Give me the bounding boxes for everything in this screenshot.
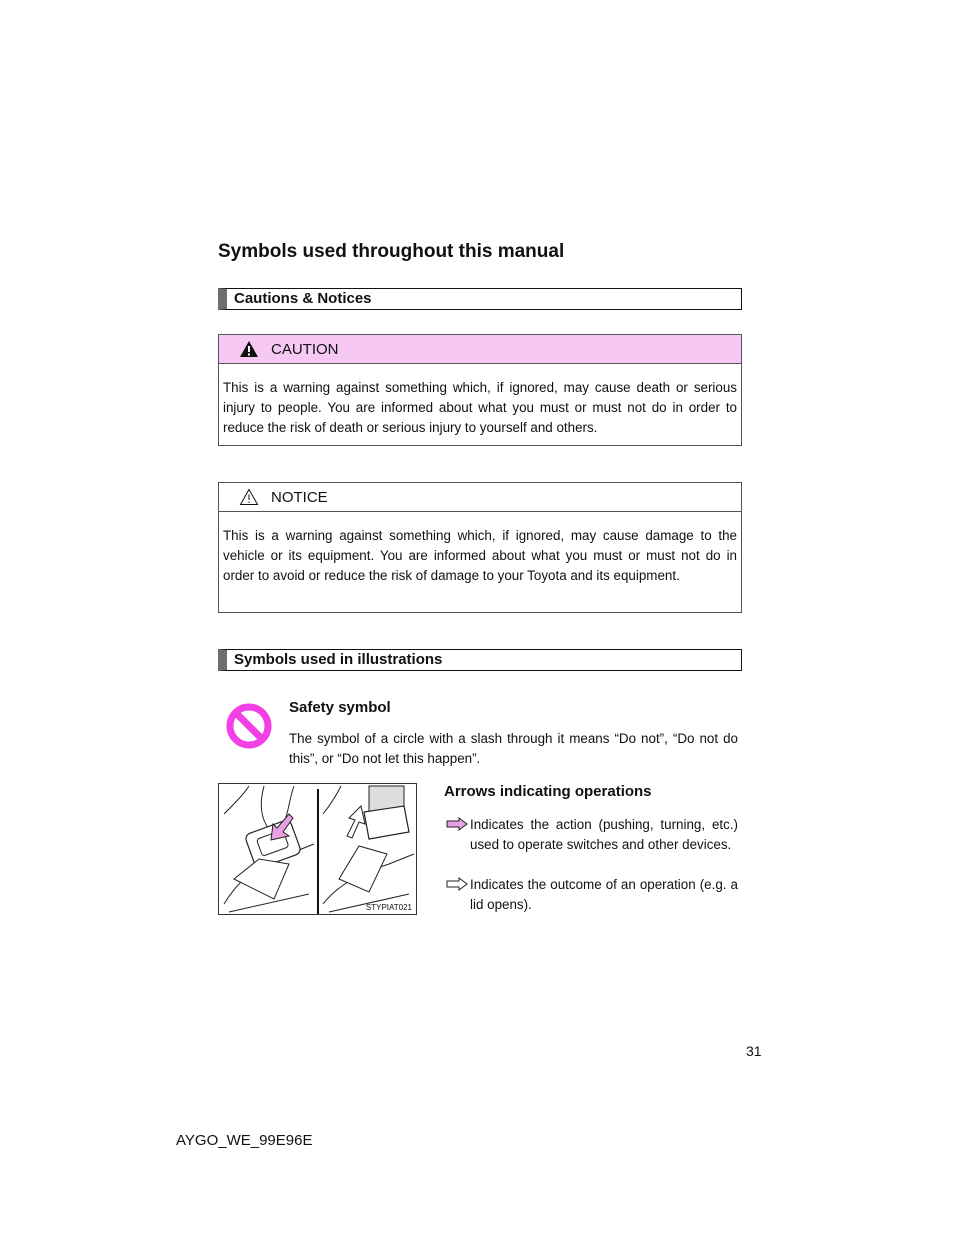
caution-header [219, 335, 741, 364]
section-heading-illustrations: Symbols used in illustrations [218, 649, 742, 671]
caution-text: This is a warning against something which, if ignored, may cause death or serious injury to people. You are informed about what you must or must not do in order to reduce the risk of death or serious injury to yourself and others. [223, 380, 737, 435]
arrow-item-outcome [446, 875, 738, 915]
safety-symbol-text: The symbol of a circle with a slash through it means “Do not”, “Do not do this”, or “Do not let this happen”. [289, 731, 738, 766]
arrow-outcome-text: Indicates the outcome of an operation (e.g. a lid opens). [470, 877, 738, 912]
arrow-item-action [446, 815, 738, 855]
notice-text: This is a warning against something which, if ignored, may cause damage to the vehicle or its equipment. You are informed about what you must or must not do in order to avoid or reduce the risk of damage to your Toyota and its equipment. [223, 528, 737, 583]
page-number: 31 [746, 1043, 762, 1059]
section-heading-cautions: Cautions & Notices [218, 288, 742, 310]
notice-label: NOTICE [271, 488, 328, 506]
notice-box [218, 482, 742, 613]
arrows-title: Arrows indicating operations [444, 783, 652, 800]
action-arrow-icon [446, 817, 468, 831]
caution-box [218, 334, 742, 446]
arrow-action-text: Indicates the action (pushing, turning, etc.) used to operate switches and other devices. [470, 817, 738, 852]
outcome-arrow-icon [446, 877, 468, 891]
illustration-code: STYPIAT021 [365, 903, 412, 912]
footer-code: AYGO_WE_99E96E [176, 1132, 313, 1149]
prohibition-icon [225, 702, 273, 750]
caution-label: CAUTION [271, 340, 339, 358]
warning-triangle-outline-icon [239, 488, 259, 506]
notice-header [219, 483, 741, 512]
safety-symbol-title: Safety symbol [289, 699, 391, 716]
page-title: Symbols used throughout this manual [218, 241, 565, 262]
seatbelt-illustration [218, 783, 417, 915]
warning-triangle-filled-icon [239, 340, 259, 358]
